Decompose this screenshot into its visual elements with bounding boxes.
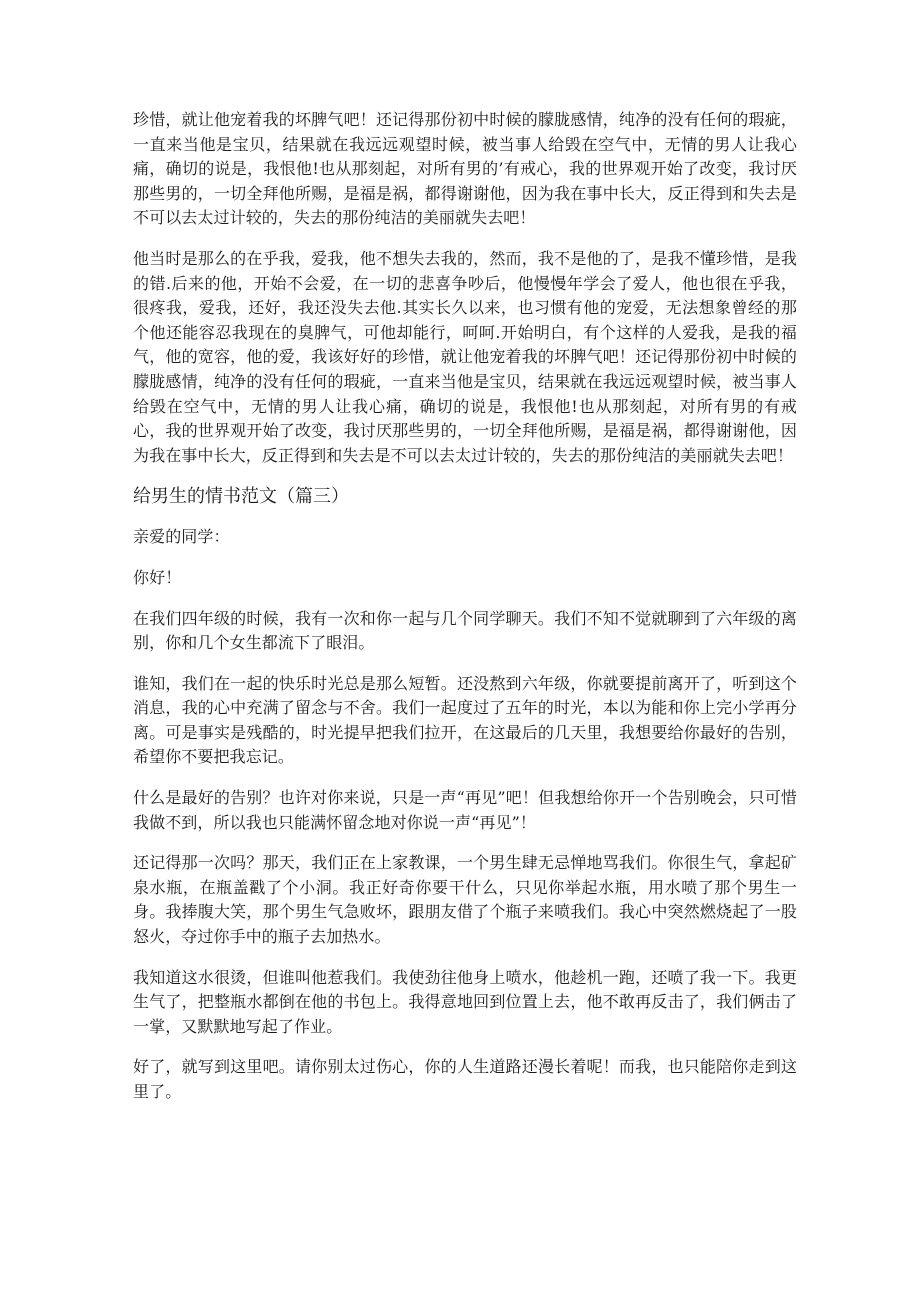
paragraph-8: 好了，就写到这里吧。请你别太过伤心，你的人生道路还漫长着呢！而我，也只能陪你走到这里了。 xyxy=(133,1057,797,1101)
paragraph-7: 我知道这水很烫，但谁叫他惹我们。我使劲往他身上喷水，他趁机一跑，还喷了我一下。我更生气了，把整瓶水都倒在他的书包上。我得意地回到位置上去，他不敢再反击了，我们俩击了一掌，又默默地写起了作业。 xyxy=(133,967,797,1036)
paragraph-6: 还记得那一次吗？那天，我们正在上家教课，一个男生肆无忌惮地骂我们。你很生气，拿起矿泉水瓶，在瓶盖戳了个小洞。我正好奇你要干什么，只见你举起水瓶，用水喷了那个男生一身。我捧腹大笑，那个男生气急败坏，跟朋友借了个瓶子来喷我们。我心中突然燃烧起了一股怒火，夺过你手中的瓶子去加热水。 xyxy=(133,853,797,947)
section-heading: 给男生的情书范文（篇三） xyxy=(133,486,349,508)
paragraph-1: 珍惜，就让他宠着我的坏脾气吧！还记得那份初中时候的朦胧感情，纯净的没有任何的瑕疵，一直来当他是宝贝，结果就在我远远观望时候，被当事人给毁在空气中，无情的男人让我心痛，确切的说是，我恨他!也从那刻起，对所有男的’有戒心，我的世界观开始了改变，我讨厌那些男的，一切全拜他所赐，是福是祸，都得谢谢他，因为我在事中长大，反正得到和失去是不可以去太过计较的，失去的那份纯洁的美丽就失去吧！ xyxy=(133,110,797,228)
paragraph-4: 谁知，我们在一起的快乐时光总是那么短暂。还没熬到六年级，你就要提前离开了，听到这个消息，我的心中充满了留念与不舍。我们一起度过了五年的时光，本以为能和你上完小学再分离。可是事实是残酷的，时光提早把我们拉开，在这最后的几天里，我想要给你最好的告别，希望你不要把我忘记。 xyxy=(133,673,797,767)
paragraph-3: 在我们四年级的时候，我有一次和你一起与几个同学聊天。我们不知不觉就聊到了六年级的离别，你和几个女生都流下了眼泪。 xyxy=(133,608,797,653)
document-page xyxy=(133,108,797,1121)
letter-greeting: 你好！ xyxy=(133,567,182,587)
letter-salutation: 亲爱的同学： xyxy=(133,527,230,547)
paragraph-2: 他当时是那么的在乎我，爱我，他不想失去我的，然而，我不是他的了，是我不懂珍惜，是我的错.后来的他，开始不会爱，在一切的悲喜争吵后，他慢慢年学会了爱人，他也很在乎我，很疼我，爱我，还好，我还没失去他.其实长久以来，也习惯有他的宠爱，无法想象曾经的那个他还能容忍我现在的臭脾气，可他却能行，呵呵.开始明白，有个这样的人爱我，是我的福气，他的宽容，他的爱，我该好好的珍惜，就让他宠着我的坏脾气吧！还记得那份初中时候的朦胧感情，纯净的没有任何的瑕疵，一直来当他是宝贝，结果就在我远远观望时候，被当事人给毁在空气中，无情的男人让我心痛，确切的说是，我恨他!也从那刻起，对所有男的有戒心，我的世界观开始了改变，我讨厌那些男的，一切全拜他所赐，是福是祸，都得谢谢他，因为我在事中长大，反正得到和失去是不可以去太过计较的，失去的那份纯洁的美丽就失去吧！ xyxy=(133,248,797,465)
paragraph-5: 什么是最好的告别？也许对你来说，只是一声“再见”吧！但我想给你开一个告别晚会，只可惜我做不到，所以我也只能满怀留念地对你说一声“再见”！ xyxy=(133,788,797,832)
